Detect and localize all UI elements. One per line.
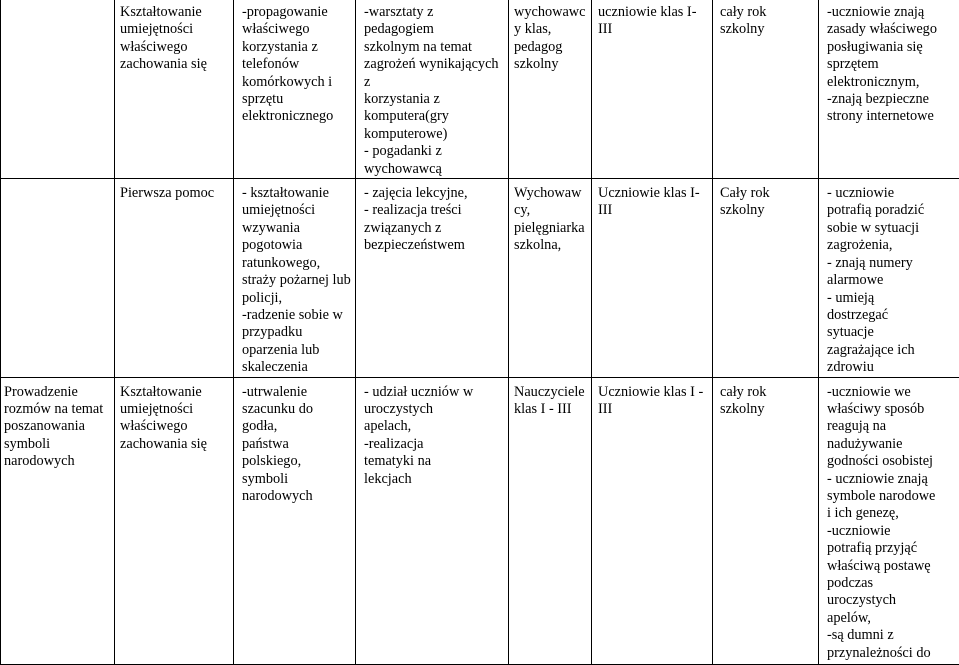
- cell-term: [713, 179, 819, 377]
- cell-participants: [592, 377, 713, 664]
- cell-participants: [592, 179, 713, 377]
- cell-methods-text: - zajęcia lekcyjne, - realizacja treści związanych z bezpieczeństwem: [364, 185, 504, 255]
- cell-methods-text: -warsztaty z pedagogiem szkolnym na temat zagrożeń wynikających z korzystania z komputera(gry komputerowe) - pogadanki z wychowawcą: [364, 4, 504, 178]
- cell-outcomes: [819, 0, 959, 179]
- cell-participants-text: Uczniowie klas I - III: [598, 384, 708, 419]
- cell-tasks: [234, 179, 356, 377]
- cell-responsible-text: Nauczyciele klas I - III: [514, 384, 587, 419]
- cell-term: [713, 377, 819, 664]
- cell-topic: [1, 0, 115, 179]
- cell-methods-text: - udział uczniów w uroczystych apelach, -realizacja tematyki na lekcjach: [364, 384, 504, 488]
- cell-participants-text: uczniowie klas I- III: [598, 4, 708, 39]
- cell-tasks: [234, 377, 356, 664]
- cell-term-text: Cały rok szkolny: [720, 185, 814, 220]
- cell-responsible-text: Wychowaw cy, pielęgniarka szkolna,: [514, 185, 587, 255]
- table-row: [1, 179, 959, 377]
- cell-goal: [115, 377, 234, 664]
- table-row: [1, 0, 959, 179]
- cell-term-text: cały rok szkolny: [720, 4, 814, 39]
- cell-outcomes-text: -uczniowie znają zasady właściwego posługiwania się sprzętem elektronicznym, -znają bezpieczne strony internetowe: [827, 4, 957, 126]
- cell-tasks-text: -utrwalenie szacunku do godła, państwa polskiego, symboli narodowych: [242, 384, 351, 506]
- cell-goal-text: Kształtowanie umiejętności właściwego zachowania się: [120, 384, 229, 454]
- cell-responsible: [509, 377, 592, 664]
- cell-term: [713, 0, 819, 179]
- cell-responsible: [509, 0, 592, 179]
- cell-outcomes-text: - uczniowie potrafią poradzić sobie w sytuacji zagrożenia, - znają numery alarmowe - umieją dostrzegać sytuacje zagrażające ich zdrowiu: [827, 185, 957, 376]
- cell-participants-text: Uczniowie klas I- III: [598, 185, 708, 220]
- cell-tasks-text: - kształtowanie umiejętności wzywania pogotowia ratunkowego, straży pożarnej lub policji, -radzenie sobie w przypadku oparzenia lub skaleczenia: [242, 185, 351, 376]
- cell-goal-text: Kształtowanie umiejętności właściwego zachowania się: [120, 4, 229, 74]
- cell-topic: [1, 377, 115, 664]
- cell-participants: [592, 0, 713, 179]
- cell-responsible-text: wychowawc y klas, pedagog szkolny: [514, 4, 587, 74]
- cell-tasks-text: -propagowanie właściwego korzystania z telefonów komórkowych i sprzętu elektronicznego: [242, 4, 351, 126]
- cell-outcomes: [819, 179, 959, 377]
- cell-outcomes-text: -uczniowie we właściwy sposób reagują na nadużywanie godności osobistej - uczniowie znają symbole narodowe i ich genezę, -uczniowie potrafią przyjąć właściwą postawę podczas uroczystych apelów, -są dumni z przynależności do: [827, 384, 957, 663]
- cell-goal-text: Pierwsza pomoc: [120, 185, 229, 202]
- cell-goal: [115, 0, 234, 179]
- cell-topic-text: Prowadzenie rozmów na temat poszanowania symboli narodowych: [4, 384, 110, 471]
- cell-goal: [115, 179, 234, 377]
- cell-outcomes: [819, 377, 959, 664]
- cell-methods: [356, 179, 509, 377]
- cell-methods: [356, 377, 509, 664]
- cell-methods: [356, 0, 509, 179]
- cell-term-text: cały rok szkolny: [720, 384, 814, 419]
- cell-topic: [1, 179, 115, 377]
- cell-responsible: [509, 179, 592, 377]
- table-row: [1, 377, 959, 664]
- cell-tasks: [234, 0, 356, 179]
